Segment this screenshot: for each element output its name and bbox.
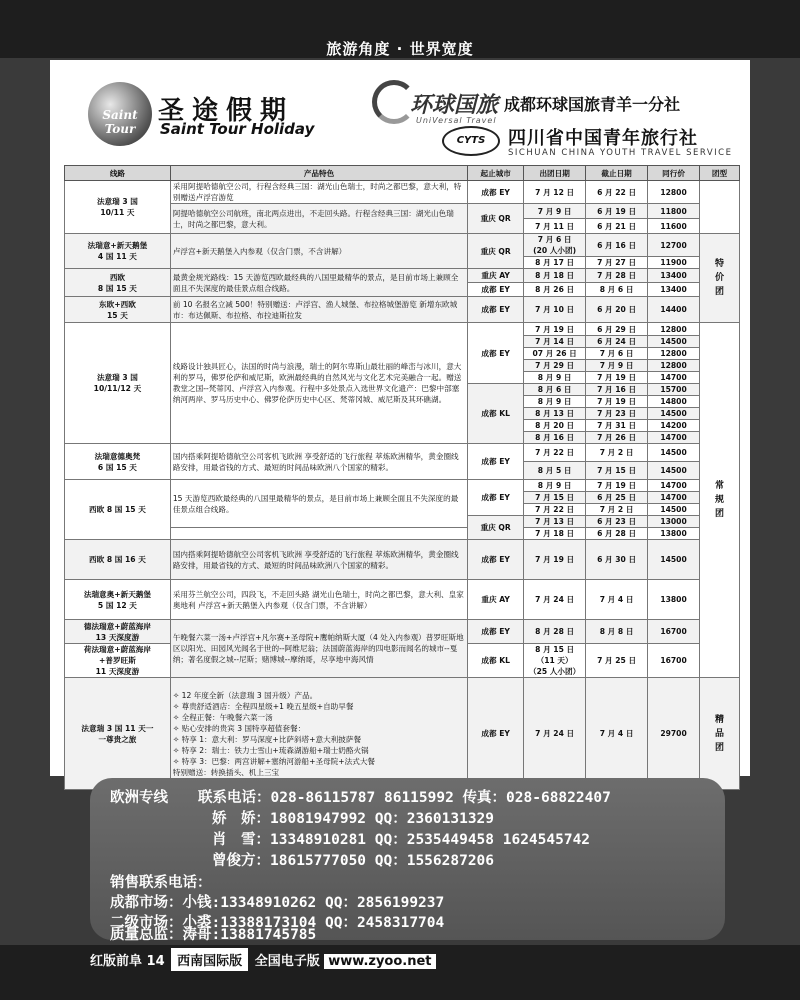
price-cell: 14700 [648, 492, 700, 504]
depart-date-cell: 8 月 9 日 [524, 480, 586, 492]
deadline-date-cell: 6 月 19 日 [586, 204, 648, 219]
price-cell: 14500 [648, 444, 700, 462]
price-cell: 14700 [648, 432, 700, 444]
deadline-date-cell: 7 月 2 日 [586, 504, 648, 516]
table-row [65, 480, 740, 492]
price-cell: 14400 [648, 297, 700, 323]
deadline-date-cell: 6 月 21 日 [586, 219, 648, 234]
top-slogan: 旅游角度 · 世界宽度 [326, 40, 474, 58]
depart-date-cell: 7 月 12 日 [524, 181, 586, 204]
depart-date-cell: 7 月 19 日 [524, 323, 586, 336]
feature-cell: 国内搭乘阿提哈德航空公司客机飞欧洲 享受舒适的飞行旅程 萃炼欧洲精华，黄金圈线路安排，用最省钱的方式、最短的时间品味欧洲八个国家的精彩。 [170, 540, 467, 580]
deadline-date-cell: 7 月 27 日 [586, 257, 648, 269]
deadline-date-cell: 7 月 4 日 [586, 678, 648, 790]
footer-edition-box: 西南国际版 [171, 948, 248, 971]
deadline-date-cell: 7 月 16 日 [586, 384, 648, 396]
top-banner [0, 0, 800, 58]
price-cell: 14500 [648, 540, 700, 580]
depart-date-cell: 7 月 11 日 [524, 219, 586, 234]
depart-date-cell: 7 月 6 日 (20 人小团) [524, 234, 586, 257]
depart-date-cell: 7 月 13 日 [524, 516, 586, 528]
depart-date-cell: 8 月 13 日 [524, 408, 586, 420]
deadline-date-cell: 7 月 15 日 [586, 462, 648, 480]
route-cell: 西欧 8 国 15 天 [65, 269, 171, 297]
group-type-cell [700, 181, 740, 234]
brand-name-cn: 圣途假期 [158, 96, 295, 126]
route-cell: 德法瑞意+蔚蓝海岸 13 天深度游 [65, 620, 171, 644]
col-header-feature: 产品特色 [170, 166, 467, 181]
price-cell: 12700 [648, 234, 700, 257]
price-cell: 14500 [648, 408, 700, 420]
price-cell: 15700 [648, 384, 700, 396]
route-cell: 荷法瑞意+蔚蓝海岸 +普罗旺斯 11 天深度游 [65, 644, 171, 678]
city-cell: 成都 KL [468, 644, 524, 678]
deadline-date-cell: 6 月 16 日 [586, 234, 648, 257]
contact-panel [90, 778, 725, 943]
contact-line-quality: 质量总监：涛哥:13881745785 [110, 927, 317, 943]
city-cell: 重庆 AY [468, 580, 524, 620]
feature-cell: 最黄金规光路线：15 天游览西欧最经典的八国里最精华的景点，是目前市场上兼顾全面且不失深度的最佳景点组合线路。 [170, 269, 467, 297]
feature-cell: 采用芬兰航空公司，四段飞，不走回头路 湖光山色瑞士，时尚之都巴黎，意大利、皇家奥地利 卢浮宫+新天鹅堡入内参观（仅含门票，不含讲解） [170, 580, 467, 620]
price-cell: 11900 [648, 257, 700, 269]
price-cell: 13400 [648, 269, 700, 283]
group-type-cell: 特 价 团 [700, 234, 740, 323]
deadline-date-cell: 7 月 9 日 [586, 360, 648, 372]
footer-edition: 全国电子版 [254, 954, 320, 969]
feature-cell: 前 10 名报名立减 500！特别赠送：卢浮宫、渔人城堡、布拉格城堡游览 新增东欧城市：布达佩斯、布拉格、布拉迪斯拉发 [170, 297, 467, 323]
deadline-date-cell: 7 月 4 日 [586, 580, 648, 620]
price-cell: 12800 [648, 323, 700, 336]
contact-line-secondary: 二级市场：小裘:13388173104 QQ：2458317704 [110, 915, 445, 931]
route-cell: 法瑞意奥+新天鹅堡 5 国 12 天 [65, 580, 171, 620]
route-cell: 法瑞意德奥梵 6 国 15 天 [65, 444, 171, 480]
city-cell: 成都 EY [468, 444, 524, 480]
price-cell: 29700 [648, 678, 700, 790]
contact-line-zeng: 曾俊方：18615777050 QQ：1556287206 [212, 853, 495, 869]
deadline-date-cell: 7 月 28 日 [586, 269, 648, 283]
brand-name-en: Saint Tour Holiday [160, 120, 315, 138]
depart-date-cell: 8 月 5 日 [524, 462, 586, 480]
route-cell: 西欧 8 国 16 天 [65, 540, 171, 580]
city-cell: 成都 KL [468, 384, 524, 444]
depart-date-cell: 8 月 15 日 （11 天） （25 人小团） [524, 644, 586, 678]
city-cell: 成都 EY [468, 181, 524, 204]
depart-date-cell: 8 月 17 日 [524, 257, 586, 269]
price-cell: 11600 [648, 219, 700, 234]
depart-date-cell: 8 月 20 日 [524, 420, 586, 432]
depart-date-cell: 8 月 6 日 [524, 384, 586, 396]
deadline-date-cell: 6 月 29 日 [586, 323, 648, 336]
tour-table-body [65, 181, 740, 790]
city-cell: 重庆 AY [468, 269, 524, 283]
route-cell: 法意瑞 3 国 11 天一 一尊贵之旅 [65, 678, 171, 790]
feature-cell: 午晚餐六菜一汤+卢浮宫+凡尔赛+圣母院+鹰帕纳斯大厦（4 处入内参观）普罗旺斯地区以阳光、田园风光闻名于世的--阿维尼翁；法国蔚蓝海岸的四电影而闻名的城市--戛纳；著名度假之城--尼斯；赌博城--摩纳哥，尽享地中海风情 [170, 620, 467, 678]
price-cell: 12800 [648, 181, 700, 204]
depart-date-cell: 7 月 22 日 [524, 504, 586, 516]
depart-date-cell: 7 月 24 日 [524, 678, 586, 790]
city-cell: 成都 EY [468, 323, 524, 384]
depart-date-cell: 7 月 15 日 [524, 492, 586, 504]
city-cell: 重庆 QR [468, 516, 524, 540]
depart-date-cell: 7 月 22 日 [524, 444, 586, 462]
deadline-date-cell: 6 月 23 日 [586, 516, 648, 528]
route-cell: 法意瑞 3 国 10/11 天 [65, 181, 171, 234]
city-cell: 重庆 QR [468, 234, 524, 269]
deadline-date-cell: 6 月 20 日 [586, 297, 648, 323]
depart-date-cell: 8 月 9 日 [524, 372, 586, 384]
price-cell: 11800 [648, 204, 700, 219]
deadline-date-cell: 6 月 22 日 [586, 181, 648, 204]
deadline-date-cell: 6 月 30 日 [586, 540, 648, 580]
deadline-date-cell: 7 月 19 日 [586, 372, 648, 384]
col-header-route: 线路 [65, 166, 171, 181]
table-row [65, 540, 740, 580]
depart-date-cell: 8 月 26 日 [524, 283, 586, 297]
sales-label: 销售联系电话： [110, 875, 212, 891]
feature-cell: 国内搭乘阿提哈德航空公司客机飞欧洲 享受舒适的飞行旅程 萃炼欧洲精华，黄金圈线路安排，用最省钱的方式、最短的时间品味欧洲八个国家的精彩。 [170, 444, 467, 480]
feature-cell [170, 528, 467, 540]
table-row [65, 269, 740, 283]
contact-line-xiaoxue: 肖 雪：13348910281 QQ：2535449458 1624545742 [212, 832, 591, 848]
table-row [65, 323, 740, 336]
deadline-date-cell: 8 月 6 日 [586, 283, 648, 297]
table-row [65, 678, 740, 790]
agency-name-1: 成都环球国旅青羊一分社 [504, 95, 681, 114]
deadline-date-cell: 6 月 24 日 [586, 336, 648, 348]
europe-line-label: 欧洲专线 [110, 790, 168, 806]
feature-cell: 线路设计独具匠心，法国的时尚与浪漫，瑞士的阿尔卑斯山最壮丽的峰峦与冰川，意大利的罗马，佛罗伦萨和威尼斯，欧洲最经典的自然风光与文化艺术完美融合一起。赠送教堂之国--梵蒂冈、卢浮宫入内参观。行程中多处景点入选世界文化遗产：巴黎中部塞纳河两岸、罗马历史中心、佛罗伦萨历史中心区、梵蒂冈城、威尼斯及其环礁湖。 [170, 323, 467, 444]
price-cell: 13000 [648, 516, 700, 528]
feature-cell: ✧ 12 年度全新（法意瑞 3 国升级）产品。 ✧ 尊贵舒适酒店：全程四星级+1 晚五星级+自助早餐 ✧ 全程正餐：午晚餐六菜一汤 ✧ 贴心安排的贵宾 3 国特享超值套餐： ✧ 特享 1：意大利：罗马深度+比萨斜塔+意大利披萨餐 ✧ 特享 2：瑞士：铁力士雪山+琉森湖游船+瑞士奶酪火锅 ✧ 特享 3：巴黎：两宫讲解+塞纳河游船+圣母院+法式大餐 特别赠送：转换插头、机上三宝 [170, 678, 467, 790]
depart-date-cell: 8 月 16 日 [524, 432, 586, 444]
deadline-date-cell: 6 月 25 日 [586, 492, 648, 504]
feature-cell: 卢浮宫+新天鹅堡入内参观（仅含门票，不含讲解） [170, 234, 467, 269]
depart-date-cell: 7 月 24 日 [524, 580, 586, 620]
col-header-city: 起止城市 [468, 166, 524, 181]
footer-url[interactable]: www.zyoo.net [324, 954, 435, 969]
depart-date-cell: 7 月 18 日 [524, 528, 586, 540]
table-header-row [65, 166, 740, 181]
globe-logo-icon [88, 82, 152, 146]
cyts-logo-icon: CYTS [442, 126, 500, 156]
group-type-cell: 常 规 团 [700, 323, 740, 678]
contact-line-chengdu: 成都市场：小钱:13348910262 QQ：2856199237 [110, 895, 445, 911]
price-cell: 12800 [648, 348, 700, 360]
price-cell: 14500 [648, 336, 700, 348]
agency-name-2-en: SICHUAN CHINA YOUTH TRAVEL SERVICE [508, 148, 733, 158]
depart-date-cell: 8 月 28 日 [524, 620, 586, 644]
depart-date-cell: 8 月 9 日 [524, 396, 586, 408]
price-cell: 12800 [648, 360, 700, 372]
feature-cell: 15 天游览西欧最经典的八国里最精华的景点，是目前市场上兼顾全面且不失深度的最佳景点组合线路。 [170, 480, 467, 528]
route-cell: 法瑞意+新天鹅堡 4 国 11 天 [65, 234, 171, 269]
feature-cell: 阿提哈德航空公司航班，南北两点进出，不走回头路。行程含经典三国：湖光山色瑞士，时尚之都巴黎，意大利。 [170, 204, 467, 234]
price-cell: 14800 [648, 396, 700, 408]
price-cell: 14500 [648, 462, 700, 480]
price-cell: 16700 [648, 620, 700, 644]
deadline-date-cell: 7 月 19 日 [586, 396, 648, 408]
price-cell: 13800 [648, 580, 700, 620]
globe-logo-text: Saint Tour [102, 108, 138, 136]
depart-date-cell: 07 月 26 日 [524, 348, 586, 360]
contact-line-jiaojiao: 娇 娇：18081947992 QQ：2360131329 [212, 811, 495, 827]
city-cell: 成都 EY [468, 297, 524, 323]
deadline-date-cell: 7 月 25 日 [586, 644, 648, 678]
depart-date-cell: 7 月 29 日 [524, 360, 586, 372]
partner-name-cn: 环球国旅 [410, 93, 499, 118]
depart-date-cell: 7 月 19 日 [524, 540, 586, 580]
table-row [65, 181, 740, 204]
col-header-depart: 出团日期 [524, 166, 586, 181]
footer [90, 948, 436, 971]
price-cell: 14200 [648, 420, 700, 432]
contact-line-phone: 联系电话：028-86115787 86115992 传真：028-68822407 [198, 790, 611, 806]
col-header-price: 同行价 [648, 166, 700, 181]
depart-date-cell: 8 月 18 日 [524, 269, 586, 283]
table-row [65, 620, 740, 644]
deadline-date-cell: 7 月 19 日 [586, 480, 648, 492]
price-cell: 13800 [648, 528, 700, 540]
depart-date-cell: 7 月 14 日 [524, 336, 586, 348]
price-cell: 14700 [648, 372, 700, 384]
deadline-date-cell: 7 月 2 日 [586, 444, 648, 462]
route-cell: 法意瑞 3 国 10/11/12 天 [65, 323, 171, 444]
col-header-group: 团型 [700, 166, 740, 181]
price-cell: 14500 [648, 504, 700, 516]
city-cell: 成都 EY [468, 620, 524, 644]
agency-name-2: 四川省中国青年旅行社 [508, 128, 698, 149]
deadline-date-cell: 7 月 26 日 [586, 432, 648, 444]
tour-table [64, 165, 740, 790]
city-cell: 成都 EY [468, 480, 524, 516]
group-type-cell: 精 品 团 [700, 678, 740, 790]
route-cell: 西欧 8 国 15 天 [65, 480, 171, 540]
city-cell: 成都 EY [468, 678, 524, 790]
deadline-date-cell: 7 月 6 日 [586, 348, 648, 360]
price-cell: 13400 [648, 283, 700, 297]
feature-cell: 采用阿提哈德航空公司，行程含经典三国：湖光山色瑞士，时尚之都巴黎，意大利，特别赠送卢浮宫游览 [170, 181, 467, 204]
deadline-date-cell: 7 月 23 日 [586, 408, 648, 420]
city-cell: 成都 EY [468, 283, 524, 297]
price-cell: 14700 [648, 480, 700, 492]
deadline-date-cell: 6 月 28 日 [586, 528, 648, 540]
city-cell: 成都 EY [468, 540, 524, 580]
city-cell: 重庆 QR [468, 204, 524, 234]
table-row [65, 234, 740, 257]
partner-name-en: UniVersal Travel [416, 116, 497, 125]
route-cell: 东欧+西欧 15 天 [65, 297, 171, 323]
table-row [65, 297, 740, 323]
col-header-deadline: 截止日期 [586, 166, 648, 181]
price-cell: 16700 [648, 644, 700, 678]
table-row [65, 580, 740, 620]
table-row [65, 444, 740, 462]
depart-date-cell: 7 月 9 日 [524, 204, 586, 219]
depart-date-cell: 7 月 10 日 [524, 297, 586, 323]
footer-left: 红版前阜 14 [90, 954, 165, 969]
deadline-date-cell: 7 月 31 日 [586, 420, 648, 432]
deadline-date-cell: 8 月 8 日 [586, 620, 648, 644]
